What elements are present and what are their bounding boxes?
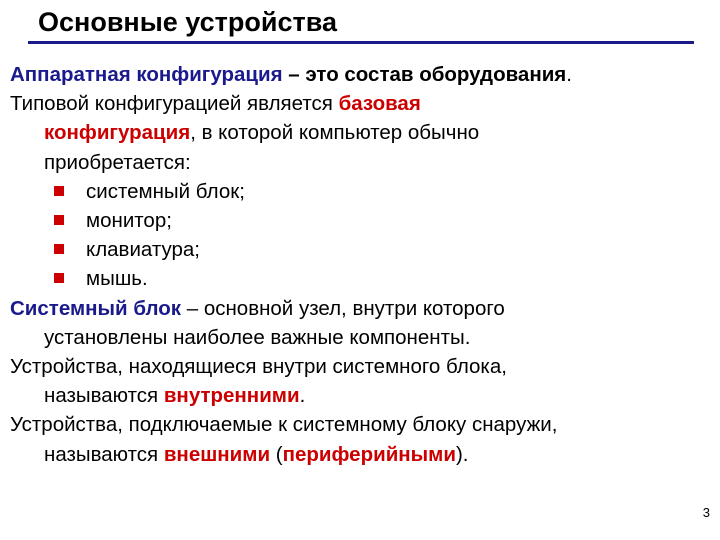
external-devices-line-1: [10, 410, 710, 439]
bullet-item-label: монитор;: [86, 209, 172, 233]
external-devices-line-2: [10, 440, 710, 469]
slide-content: [10, 60, 710, 469]
typical-configuration-text: Типовой конфигурацией является: [10, 92, 339, 116]
internal-devices-line-2: [10, 381, 710, 410]
external-devices-text-2: называются: [44, 442, 164, 466]
system-unit-line-1: [10, 294, 710, 323]
title-rule: [28, 41, 694, 44]
external-devices-text: Устройства, подключаемые к системному блоку снаружи,: [10, 413, 558, 437]
basic-word: базовая: [338, 92, 421, 116]
square-bullet-icon: [54, 273, 64, 283]
page-number: 3: [702, 505, 710, 520]
hardware-configuration-end: .: [566, 63, 572, 86]
typical-configuration-line-2: [10, 118, 710, 147]
typical-configuration-line-3: [10, 148, 710, 177]
bullet-item: [10, 177, 710, 206]
peripheral-word: периферийными: [282, 442, 456, 466]
external-word: внешними: [163, 442, 271, 466]
internal-devices-line-1: [10, 352, 710, 381]
system-unit-text-2: установлены наиболее важные компоненты.: [44, 325, 471, 349]
internal-devices-text-2: называются: [44, 384, 164, 408]
bullet-item: [10, 235, 710, 264]
bullet-item-label: клавиатура;: [86, 238, 200, 262]
square-bullet-icon: [54, 186, 64, 196]
typical-configuration-line-1: [10, 89, 710, 118]
bullet-item-label: мышь.: [86, 267, 148, 291]
system-unit-term: Системный блок: [10, 296, 182, 320]
internal-devices-end: .: [299, 384, 306, 408]
typical-configuration-text-3: приобретается:: [44, 150, 191, 174]
system-unit-text: – основной узел, внутри которого: [181, 296, 505, 320]
square-bullet-icon: [54, 244, 64, 254]
bullet-item: [10, 264, 710, 293]
bullet-item: [10, 206, 710, 235]
hardware-configuration-definition: – это состав оборудования: [282, 63, 567, 86]
open-paren: (: [270, 442, 283, 466]
slide-title: Основные устройства: [38, 7, 337, 37]
typical-configuration-text-2: , в которой компьютер обычно: [190, 121, 480, 145]
external-devices-end: ).: [455, 442, 469, 466]
internal-word: внутренними: [163, 384, 300, 408]
configuration-word: конфигурация: [44, 121, 191, 145]
hardware-configuration-line: [10, 60, 710, 89]
hardware-configuration-term: Аппаратная конфигурация: [10, 63, 283, 86]
square-bullet-icon: [54, 215, 64, 225]
internal-devices-text: Устройства, находящиеся внутри системного блока,: [10, 355, 507, 379]
system-unit-line-2: [10, 323, 710, 352]
bullet-item-label: системный блок;: [86, 179, 245, 203]
